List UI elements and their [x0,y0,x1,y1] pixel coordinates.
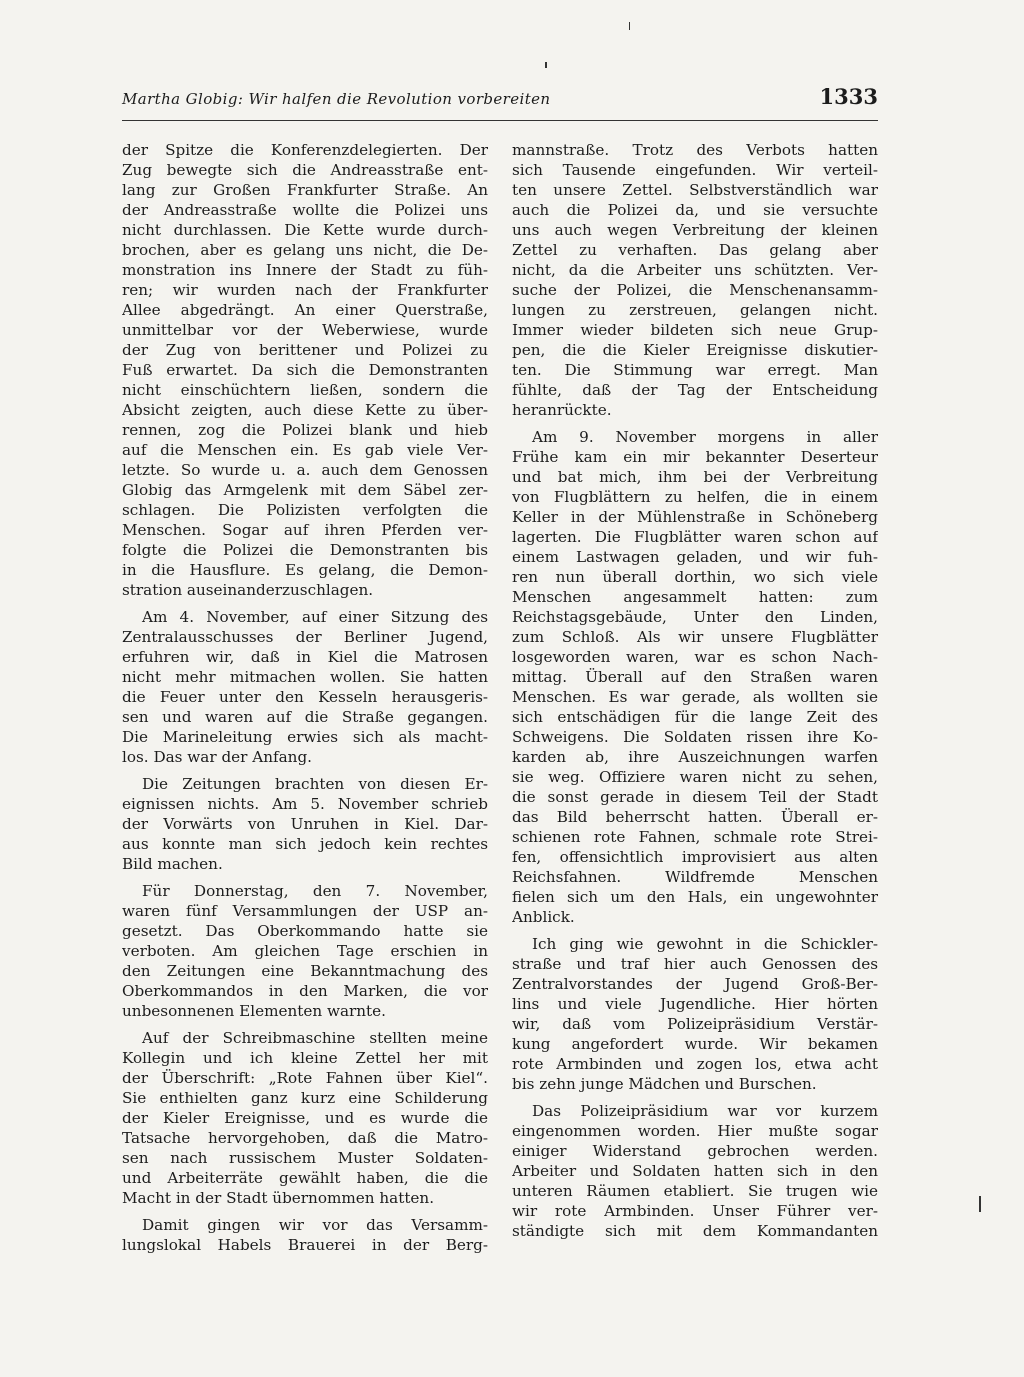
paragraph [122,607,488,767]
text-line: Bild machen. [122,855,223,873]
text-line: Ich ging wie gewohnt in die Schickler- [532,935,878,953]
scan-speck [979,1196,981,1212]
left-column [122,140,488,1262]
scan-speck [629,22,630,30]
scan-speck [545,62,547,68]
text-line: unteren Räumen etabliert. Sie trugen wie [512,1182,878,1200]
text-line: der Andreasstraße wollte die Polizei uns [122,201,488,219]
text-line: schienen rote Fahnen, schmale rote Strei- [512,828,878,846]
text-line: Auf der Schreibmaschine stellten meine [142,1029,488,1047]
text-line: aus konnte man sich jedoch kein rechtes [122,835,488,853]
text-line: lins und viele Jugendliche. Hier hörten [512,995,878,1013]
paragraph [512,427,878,927]
text-line: Die Marineleitung erwies sich als macht- [122,728,488,746]
text-line: verboten. Am gleichen Tage erschien in [122,942,488,960]
text-line: schlagen. Die Polizisten verfolgten die [122,501,488,519]
text-line: Schweigens. Die Soldaten rissen ihre Ko- [512,728,878,746]
text-line: mannstraße. Trotz des Verbots hatten [512,141,878,159]
text-line: monstration ins Innere der Stadt zu füh- [122,261,488,279]
text-line: unbesonnenen Elementen warnte. [122,1002,386,1020]
text-line: sen nach russischem Muster Soldaten- [122,1149,488,1167]
text-line: lagerten. Die Flugblätter waren schon auf [512,528,878,546]
text-line: mittag. Überall auf den Straßen waren [512,668,878,686]
text-line: Reichsfahnen. Wildfremde Menschen [512,868,878,886]
text-line: rennen, zog die Polizei blank und hieb [122,421,488,439]
text-line: bis zehn junge Mädchen und Burschen. [512,1075,817,1093]
text-line: der Zug von berittener und Polizei zu [122,341,488,359]
text-line: und bat mich, ihm bei der Verbreitung [512,468,878,486]
paragraph [122,774,488,874]
text-line: zum Schloß. Als wir unsere Flugblätter [512,628,878,646]
text-line: gesetzt. Das Oberkommando hatte sie [122,922,488,940]
text-line: Frühe kam ein mir bekannter Deserteur [512,448,878,466]
text-line: lungen zu zerstreuen, gelangen nicht. [512,301,878,319]
text-line: karden ab, ihre Auszeichnungen warfen [512,748,878,766]
text-line: letzte. So wurde u. a. auch dem Genossen [122,461,488,479]
text-line: das Bild beherrscht hatten. Überall er- [512,808,878,826]
text-line: Menschen angesammelt hatten: zum [512,588,878,606]
text-line: eignissen nichts. Am 5. November schrieb [122,795,488,813]
paragraph [122,1028,488,1208]
text-line: ständigte sich mit dem Kommandanten [512,1222,878,1240]
text-line: und Arbeiterräte gewählt haben, die die [122,1169,488,1187]
text-line: Für Donnerstag, den 7. November, [142,882,488,900]
text-line: fielen sich um den Hals, ein ungewohnter [512,888,878,906]
text-line: ten unsere Zettel. Selbstverständlich war [512,181,878,199]
text-line: ren; wir wurden nach der Frankfurter [122,281,488,299]
text-line: sich Tausende eingefunden. Wir verteil- [512,161,878,179]
running-title: Martha Globig: Wir halfen die Revolution vorbereiten [122,90,551,108]
text-line: Absicht zeigten, auch diese Kette zu über- [122,401,488,419]
text-line: losgeworden waren, war es schon Nach- [512,648,878,666]
text-line: lang zur Großen Frankfurter Straße. An [122,181,488,199]
text-line: stration auseinanderzuschlagen. [122,581,374,599]
text-line: kung angefordert wurde. Wir bekamen [512,1035,878,1053]
text-line: Zentralausschusses der Berliner Jugend, [122,628,488,646]
text-line: los. Das war der Anfang. [122,748,312,766]
text-line: nicht mehr mitmachen wollen. Sie hatten [122,668,488,686]
text-line: Das Polizeipräsidium war vor kurzem [532,1102,878,1120]
text-line: Menschen. Es war gerade, als wollten sie [512,688,878,706]
text-line: Macht in der Stadt übernommen hatten. [122,1189,435,1207]
paragraph [122,140,488,600]
text-line: Immer wieder bildeten sich neue Grup- [512,321,878,339]
text-line: wir, daß vom Polizeipräsidium Verstär- [512,1015,878,1033]
page-header [122,86,878,121]
text-line: Am 4. November, auf einer Sitzung des [142,608,488,626]
text-line: nicht, da die Arbeiter uns schützten. Ver- [512,261,878,279]
text-line: suche der Polizei, die Menschenansamm- [512,281,878,299]
text-line: Arbeiter und Soldaten hatten sich in den [512,1162,878,1180]
text-line: unmittelbar vor der Weberwiese, wurde [122,321,488,339]
text-line: Globig das Armgelenk mit dem Säbel zer- [122,481,488,499]
text-line: Zug bewegte sich die Andreasstraße ent- [122,161,488,179]
text-line: auf die Menschen ein. Es gab viele Ver- [122,441,488,459]
text-line: die Feuer unter den Kesseln herausgeris- [122,688,488,706]
text-line: von Flugblättern zu helfen, die in einem [512,488,878,506]
text-line: rote Armbinden und zogen los, etwa acht [512,1055,878,1073]
text-line: ren nun überall dorthin, wo sich viele [512,568,878,586]
text-line: Kollegin und ich kleine Zettel her mit [122,1049,488,1067]
paragraph [512,934,878,1094]
text-line: Fuß erwartet. Da sich die Demonstranten [122,361,488,379]
paragraph [512,1101,878,1241]
text-line: Zettel zu verhaften. Das gelang aber [512,241,878,259]
text-line: Oberkommandos in den Marken, die vor [122,982,488,1000]
text-line: einiger Widerstand gebrochen werden. [512,1142,878,1160]
text-line: lungslokal Habels Brauerei in der Berg- [122,1236,488,1254]
text-line: nicht durchlassen. Die Kette wurde durch- [122,221,488,239]
text-line: Allee abgedrängt. An einer Querstraße, [122,301,488,319]
paragraph [122,881,488,1021]
text-line: folgte die Polizei die Demonstranten bis [122,541,488,559]
text-line: Am 9. November morgens in aller [532,428,878,446]
text-line: einem Lastwagen geladen, und wir fuh- [512,548,878,566]
text-line: straße und traf hier auch Genossen des [512,955,878,973]
text-line: heranrückte. [512,401,612,419]
text-line: Keller in der Mühlenstraße in Schöneberg [512,508,878,526]
text-line: erfuhren wir, daß in Kiel die Matrosen [122,648,488,666]
text-line: sie weg. Offiziere waren nicht zu sehen, [512,768,878,786]
text-line: wir rote Armbinden. Unser Führer ver- [512,1202,878,1220]
text-line: fühlte, daß der Tag der Entscheidung [512,381,878,399]
text-line: der Kieler Ereignisse, und es wurde die [122,1109,488,1127]
paragraph [122,1215,488,1255]
text-line: der Überschrift: „Rote Fahnen über Kiel“. [122,1069,488,1087]
text-line: Reichstagsgebäude, Unter den Linden, [512,608,878,626]
text-line: eingenommen worden. Hier mußte sogar [512,1122,878,1140]
text-line: uns auch wegen Verbreitung der kleinen [512,221,878,239]
text-line: sen und waren auf die Straße gegangen. [122,708,488,726]
text-line: die sonst gerade in diesem Teil der Stadt [512,788,878,806]
text-line: sich entschädigen für die lange Zeit des [512,708,878,726]
text-line: fen, offensichtlich improvisiert aus alten [512,848,878,866]
text-line: pen, die die Kieler Ereignisse diskutier- [512,341,878,359]
text-line: in die Hausflure. Es gelang, die Demon- [122,561,488,579]
text-line: der Spitze die Konferenzdelegierten. Der [122,141,488,159]
text-line: ten. Die Stimmung war erregt. Man [512,361,878,379]
text-line: den Zeitungen eine Bekanntmachung des [122,962,488,980]
text-line: Zentralvorstandes der Jugend Groß-Ber- [512,975,878,993]
text-line: brochen, aber es gelang uns nicht, die De- [122,241,488,259]
text-line: auch die Polizei da, und sie versuchte [512,201,878,219]
text-line: der Vorwärts von Unruhen in Kiel. Dar- [122,815,488,833]
page-number: 1333 [819,84,878,109]
right-column [512,140,878,1248]
text-line: waren fünf Versammlungen der USP an- [122,902,488,920]
text-line: Tatsache hervorgehoben, daß die Matro- [122,1129,488,1147]
text-line: Die Zeitungen brachten von diesen Er- [142,775,488,793]
text-line: nicht einschüchtern ließen, sondern die [122,381,488,399]
paragraph [512,140,878,420]
text-line: Sie enthielten ganz kurz eine Schilderung [122,1089,488,1107]
text-line: Menschen. Sogar auf ihren Pferden ver- [122,521,488,539]
text-line: Damit gingen wir vor das Versamm- [142,1216,488,1234]
text-line: Anblick. [512,908,575,926]
